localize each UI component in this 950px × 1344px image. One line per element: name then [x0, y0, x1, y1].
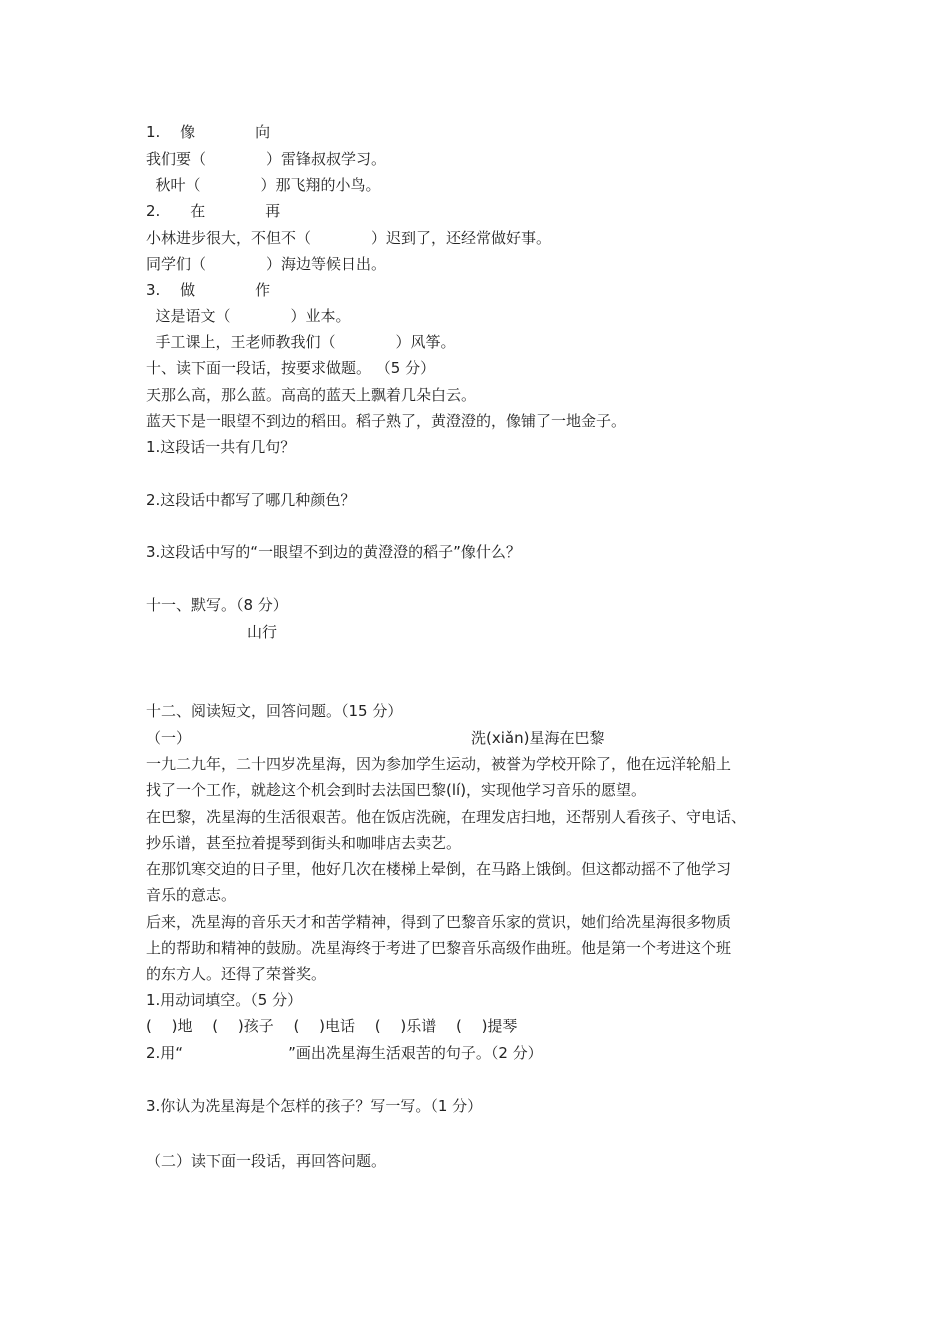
article-line-1: 一九二九年，二十四岁冼星海，因为参加学生运动，被誉为学校开除了，他在远洋轮船上: [146, 755, 732, 773]
passage-10-line-2: 蓝天下是一眼望不到边的稻田。稻子熟了，黄澄澄的，像铺了一地金子。: [146, 412, 627, 430]
poem-title: 山行: [247, 623, 278, 641]
section-10-question-2: 2.这段话中都写了哪几种颜色？: [146, 491, 356, 509]
article-line-6: 音乐的意志。: [146, 886, 237, 904]
verb-fill-blanks: ( )地 ( )孩子 ( )电话 ( )乐谱 ( )提琴: [146, 1017, 518, 1035]
q1-sentence-1: 我们要（ ）雷锋叔叔学习。: [146, 150, 387, 168]
part-2-heading: （二）读下面一段话，再回答问题。: [146, 1152, 387, 1170]
q3-sentence-1: 这是语文（ ）业本。: [146, 307, 351, 325]
q3-options: 3. 做 作: [146, 281, 271, 299]
section-10-heading: 十、读下面一段话，按要求做题。 （5 分）: [146, 359, 436, 377]
q3-sentence-2: 手工课上，王老师教我们（ ）风筝。: [146, 333, 456, 351]
article-line-9: 的东方人。还得了荣誉奖。: [146, 965, 327, 983]
article-line-5: 在那饥寒交迫的日子里，他好几次在楼梯上晕倒，在马路上饿倒。但这都动摇不了他学习: [146, 860, 732, 878]
article-line-7: 后来，冼星海的音乐天才和苦学精神，得到了巴黎音乐家的赏识，她们给冼星海很多物质: [146, 913, 732, 931]
article-line-3: 在巴黎，冼星海的生活很艰苦。他在饭店洗碗，在理发店扫地，还帮别人看孩子、守电话、: [146, 808, 747, 826]
section-12-question-1: 1.用动词填空。（5 分）: [146, 991, 303, 1009]
q1-options: 1. 像 向: [146, 123, 271, 141]
article-line-8: 上的帮助和精神的鼓励。冼星海终于考进了巴黎音乐高级作曲班。他是第一个考进这个班: [146, 939, 732, 957]
article-title: 洗(xiǎn)星海在巴黎: [471, 729, 605, 747]
article-line-4: 抄乐谱，甚至拉着提琴到街头和咖啡店去卖艺。: [146, 834, 462, 852]
passage-10-line-1: 天那么高，那么蓝。高高的蓝天上飘着几朵白云。: [146, 386, 477, 404]
part-1-label: （一）: [146, 729, 192, 747]
q2-sentence-1: 小林进步很大，不但不（ ）迟到了，还经常做好事。: [146, 229, 552, 247]
section-12-question-3: 3.你认为冼星海是个怎样的孩子？写一写。（1 分）: [146, 1097, 483, 1115]
section-10-question-1: 1.这段话一共有几句？: [146, 438, 296, 456]
q2-options: 2. 在 再: [146, 202, 281, 220]
section-11-heading: 十一、默写。（8 分）: [146, 596, 288, 614]
section-12-question-2: 2.用“ ”画出冼星海生活艰苦的句子。（2 分）: [146, 1044, 543, 1062]
q2-sentence-2: 同学们（ ）海边等候日出。: [146, 255, 387, 273]
section-12-heading: 十二、阅读短文，回答问题。（15 分）: [146, 702, 403, 720]
article-line-2: 找了一个工作，就趁这个机会到时去法国巴黎(lí)，实现他学习音乐的愿望。: [146, 781, 647, 799]
section-10-question-3: 3.这段话中写的“一眼望不到边的黄澄澄的稻子”像什么？: [146, 543, 521, 561]
q1-sentence-2: 秋叶（ ）那飞翔的小鸟。: [146, 176, 381, 194]
